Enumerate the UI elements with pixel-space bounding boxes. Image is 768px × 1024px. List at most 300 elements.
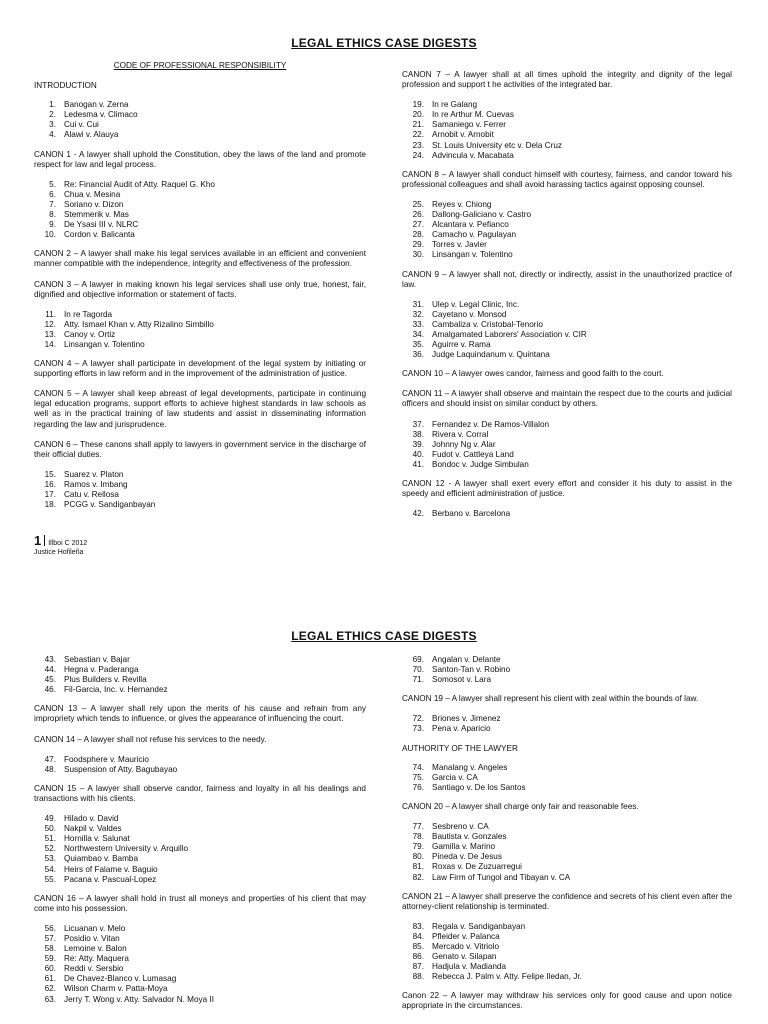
case-name: Regala v. Sandiganbayan xyxy=(432,921,526,931)
case-name: Rebecca J. Palm v. Atty. Felipe Iledan, Jr. xyxy=(432,972,582,982)
case-name: Somosot v. Lara xyxy=(432,675,492,685)
case-list xyxy=(34,180,366,241)
case-item xyxy=(402,300,732,310)
case-name: Fernandez v. De Ramos-Villalon xyxy=(432,419,550,429)
case-item xyxy=(34,755,366,765)
case-name: Linsangan v. Tolentino xyxy=(432,250,513,260)
case-number: 41. xyxy=(412,459,424,469)
case-name: Cambaliza v. Cristobal-Tenorio xyxy=(432,319,543,329)
case-list xyxy=(34,655,366,695)
case-number: 45. xyxy=(44,675,56,685)
case-name: Licuanan v. Melo xyxy=(64,923,126,933)
case-item xyxy=(34,844,366,854)
case-list xyxy=(402,763,732,793)
left-column xyxy=(34,61,366,519)
case-name: De Chavez-Blanco v. Lumasag xyxy=(64,974,177,984)
case-item xyxy=(34,964,366,974)
case-name: Banogan v. Zerna xyxy=(64,100,129,110)
case-number: 73. xyxy=(412,724,424,734)
case-number: 1. xyxy=(49,100,56,110)
case-number: 27. xyxy=(412,220,424,230)
case-name: Hilado v. David xyxy=(64,814,119,824)
case-number: 2. xyxy=(49,110,56,120)
case-name: Briones v. Jimenez xyxy=(432,714,501,724)
case-number: 39. xyxy=(412,439,424,449)
case-name: Atty. Ismael Khan v. Atty Rizalino Simbillo xyxy=(64,319,214,329)
case-number: 81. xyxy=(412,862,424,872)
case-name: Hegna v. Paderanga xyxy=(64,665,139,675)
case-number: 82. xyxy=(412,872,424,882)
case-item xyxy=(34,665,366,675)
case-name: Lemoine v. Balon xyxy=(64,944,127,954)
case-item xyxy=(402,972,732,982)
case-name: Pacana v. Pascual-Lopez xyxy=(64,874,157,884)
case-item xyxy=(34,865,366,875)
case-number: 47. xyxy=(44,754,56,764)
case-list xyxy=(402,200,732,261)
case-name: Pena v. Aparicio xyxy=(432,724,491,734)
case-name: Genato v. Silapan xyxy=(432,952,497,962)
case-number: 23. xyxy=(412,140,424,150)
case-item xyxy=(34,875,366,885)
case-name: Ledesma v. Climaco xyxy=(64,110,138,120)
case-item xyxy=(34,490,366,500)
section-heading: INTRODUCTION xyxy=(34,81,97,91)
case-list xyxy=(402,822,732,883)
case-number: 87. xyxy=(412,962,424,972)
case-name: Alawi v. Alauya xyxy=(64,130,119,140)
case-name: De Ysasi III v. NLRC xyxy=(64,220,139,230)
case-name: Arnobit v. Arnobit xyxy=(432,130,494,140)
case-number: 33. xyxy=(412,319,424,329)
case-item xyxy=(402,430,732,440)
case-name: Gamilla v. Marino xyxy=(432,842,496,852)
case-name: Linsangan v. Tolentino xyxy=(64,339,145,349)
case-list xyxy=(402,300,732,361)
case-item xyxy=(402,120,732,130)
case-item xyxy=(34,675,366,685)
canon-text: CANON 7 – A lawyer shall at all times uphold the integrity and dignity of the legal profession and support t he activities of the integrated bar. xyxy=(402,70,732,90)
case-name: Nakpil v. Valdes xyxy=(64,824,122,834)
case-item xyxy=(34,655,366,665)
case-number: 19. xyxy=(412,100,424,110)
case-item xyxy=(402,962,732,972)
case-name: Cordon v. Balicanta xyxy=(64,230,135,240)
case-name: Reyes v. Chiong xyxy=(432,199,492,209)
case-name: Johnny Ng v. Alar xyxy=(432,439,496,449)
case-item xyxy=(34,130,366,140)
case-number: 69. xyxy=(412,655,424,664)
case-number: 62. xyxy=(44,984,56,994)
case-name: Quiambao v. Bamba xyxy=(64,854,139,864)
canon-text: CANON 13 – A lawyer shall rely upon the merits of his cause and refrain from any impropriety which tends to influence, or gives the appearance of influencing the court. xyxy=(34,704,366,724)
case-number: 29. xyxy=(412,240,424,250)
case-number: 63. xyxy=(44,994,56,1004)
case-name: Wilson Charm v. Patta-Moya xyxy=(64,984,168,994)
case-number: 75. xyxy=(412,772,424,782)
case-item xyxy=(34,470,366,480)
page-title: LEGAL ETHICS CASE DIGESTS xyxy=(291,36,477,50)
case-item xyxy=(402,310,732,320)
case-item xyxy=(402,922,732,932)
case-item xyxy=(402,832,732,842)
case-item xyxy=(402,655,732,665)
case-item xyxy=(402,110,732,120)
case-name: Sebastian v. Bajar xyxy=(64,655,130,664)
case-number: 48. xyxy=(44,764,56,774)
case-name: Mercado v. Vitriolo xyxy=(432,941,500,951)
case-number: 14. xyxy=(44,339,56,349)
canon-text: CANON 14 – A lawyer shall not refuse his services to the needy. xyxy=(34,734,267,744)
case-name: Posidio v. Vitan xyxy=(64,933,120,943)
case-list xyxy=(402,509,732,519)
case-item xyxy=(402,141,732,151)
case-name: Rivera v. Corral xyxy=(432,429,489,439)
case-name: In re Tagorda xyxy=(64,309,113,319)
case-number: 72. xyxy=(412,714,424,724)
case-name: PCGG v. Sandiganbayan xyxy=(64,500,156,510)
case-number: 37. xyxy=(412,419,424,429)
case-number: 11. xyxy=(45,309,56,319)
section-title: CODE OF PROFESSIONAL RESPONSIBILITY xyxy=(113,61,287,70)
case-number: 70. xyxy=(412,665,424,675)
case-name: Plus Builders v. Revilla xyxy=(64,675,147,685)
case-item xyxy=(34,330,366,340)
case-list xyxy=(402,100,732,161)
case-number: 36. xyxy=(412,350,424,360)
case-item xyxy=(402,450,732,460)
case-name: Foodsphere v. Mauricio xyxy=(64,754,149,764)
case-item xyxy=(34,230,366,240)
case-number: 30. xyxy=(412,250,424,260)
case-number: 42. xyxy=(412,509,424,519)
case-name: Cui v. Cui xyxy=(64,120,99,130)
case-item xyxy=(402,842,732,852)
case-list xyxy=(402,655,732,685)
case-item xyxy=(34,210,366,220)
case-number: 86. xyxy=(412,952,424,962)
case-item xyxy=(34,480,366,490)
case-item xyxy=(402,675,732,685)
case-name: Bondoc v. Judge Simbulan xyxy=(432,459,529,469)
footer-professor: Justice Hofileña xyxy=(34,549,84,556)
canon-text: CANON 4 – A lawyer shall participate in development of the legal system by initiating or supporting efforts in law reform and in the improvement of the administration of justice. xyxy=(34,359,366,379)
case-item xyxy=(402,440,732,450)
case-item xyxy=(34,340,366,350)
case-item xyxy=(402,509,732,519)
case-item xyxy=(34,824,366,834)
case-name: Camacho v. Pagulayan xyxy=(432,230,517,240)
case-name: Jerry T. Wong v. Atty. Salvador N. Moya II xyxy=(64,994,215,1004)
canon-text: CANON 8 – A lawyer shall conduct himself with courtesy, fairness, and candor toward his professional colleagues and shall avoid harassing tactics against opposing counsel. xyxy=(402,169,732,189)
case-number: 85. xyxy=(412,941,424,951)
case-number: 78. xyxy=(412,832,424,842)
case-name: Heirs of Falame v. Baguio xyxy=(64,864,158,874)
case-list xyxy=(34,100,366,140)
canon-text: CANON 10 – A lawyer owes candor, fairness and good faith to the court. xyxy=(402,369,664,379)
case-name: Samaniego v. Ferrer xyxy=(432,120,507,130)
case-number: 15. xyxy=(44,469,56,479)
canon-text: CANON 2 – A lawyer shall make his legal services available in an efficient and convenient manner compatible with the independence, integrity and effectiveness of the profession. xyxy=(34,249,366,269)
case-number: 58. xyxy=(44,944,56,954)
case-item xyxy=(402,873,732,883)
case-name: Santiago v. De los Santos xyxy=(432,782,526,792)
canon-text: CANON 1 - A lawyer shall uphold the Constitution, obey the laws of the land and promote respect for law and legal process. xyxy=(34,149,366,169)
case-number: 9. xyxy=(49,220,56,230)
case-item xyxy=(402,210,732,220)
case-name: Northwestern University v. Arquillo xyxy=(64,844,189,854)
case-item xyxy=(34,944,366,954)
case-list xyxy=(402,714,732,734)
section-heading: AUTHORITY OF THE LAWYER xyxy=(402,743,518,753)
case-name: Fudot v. Cattleya Land xyxy=(432,449,514,459)
case-list xyxy=(34,755,366,775)
case-item xyxy=(34,110,366,120)
case-number: 88. xyxy=(412,972,424,982)
case-name: Torres v. Javier xyxy=(432,240,487,250)
canon-text: CANON 5 – A lawyer shall keep abreast of legal developments, participate in continuing legal education programs, support efforts to achieve highest standards in law schools as well as in the practical training of law students and assist in disseminating information regarding the law and jurisprudence. xyxy=(34,389,366,429)
case-number: 74. xyxy=(412,762,424,772)
case-number: 20. xyxy=(412,110,424,120)
canon-text: CANON 15 – A lawyer shall observe candor, fairness and loyalty in all his dealings and transactions with his clients. xyxy=(34,783,366,803)
case-name: Ramos v. Imbang xyxy=(64,479,128,489)
case-number: 6. xyxy=(49,189,56,199)
case-item xyxy=(402,460,732,470)
case-number: 25. xyxy=(412,199,424,209)
case-number: 24. xyxy=(412,150,424,160)
case-number: 5. xyxy=(49,179,56,189)
canon-text: CANON 20 – A lawyer shall charge only fair and reasonable fees. xyxy=(402,801,639,811)
case-number: 54. xyxy=(44,864,56,874)
case-item xyxy=(402,340,732,350)
case-name: Dallong-Galiciano v. Castro xyxy=(432,210,532,220)
case-item xyxy=(402,952,732,962)
case-item xyxy=(402,862,732,872)
case-item xyxy=(34,120,366,130)
case-name: Fil-Garcia, Inc. v. Hernandez xyxy=(64,685,168,695)
case-item xyxy=(34,854,366,864)
case-number: 31. xyxy=(412,299,424,309)
case-number: 38. xyxy=(412,429,424,439)
case-number: 26. xyxy=(412,210,424,220)
case-number: 12. xyxy=(44,319,56,329)
case-number: 51. xyxy=(44,834,56,844)
case-name: Alcantara v. Pefianco xyxy=(432,220,509,230)
canon-text: Canon 22 – A lawyer may withdraw his services only for good cause and upon notice appropriate in the circumstances. xyxy=(402,991,732,1011)
case-item xyxy=(34,500,366,510)
case-number: 40. xyxy=(412,449,424,459)
case-item xyxy=(34,934,366,944)
case-number: 79. xyxy=(412,842,424,852)
case-number: 8. xyxy=(49,210,56,220)
case-number: 60. xyxy=(44,964,56,974)
case-number: 84. xyxy=(412,931,424,941)
case-item xyxy=(402,763,732,773)
case-item xyxy=(402,773,732,783)
case-number: 22. xyxy=(412,130,424,140)
case-number: 18. xyxy=(44,500,56,510)
case-list xyxy=(402,420,732,470)
case-item xyxy=(402,942,732,952)
case-item xyxy=(34,974,366,984)
case-name: Garcia v. CA xyxy=(432,772,478,782)
case-item xyxy=(34,954,366,964)
case-name: Bautista v. Gonzales xyxy=(432,832,507,842)
case-item xyxy=(402,250,732,260)
case-name: Pineda v. De Jesus xyxy=(432,852,502,862)
case-number: 71. xyxy=(412,675,424,685)
case-number: 34. xyxy=(412,329,424,339)
case-item xyxy=(402,330,732,340)
case-name: Law Firm of Tungol and Tibayan v. CA xyxy=(432,872,571,882)
case-list xyxy=(402,922,732,983)
case-item xyxy=(402,852,732,862)
case-number: 13. xyxy=(44,329,56,339)
case-item xyxy=(34,100,366,110)
case-item xyxy=(402,220,732,230)
case-number: 61. xyxy=(44,974,56,984)
case-item xyxy=(402,724,732,734)
case-name: Aguirre v. Rama xyxy=(432,340,491,350)
case-number: 50. xyxy=(44,824,56,834)
case-item xyxy=(34,834,366,844)
case-name: Berbano v. Barcelona xyxy=(432,509,511,519)
case-item xyxy=(34,995,366,1005)
case-list xyxy=(34,924,366,1005)
case-name: Hadjula v. Madianda xyxy=(432,962,507,972)
case-name: Catu v. Rellosa xyxy=(64,490,119,499)
case-list xyxy=(34,470,366,510)
case-name: In re Galang xyxy=(432,100,478,110)
case-number: 7. xyxy=(49,199,56,209)
case-number: 4. xyxy=(49,130,56,140)
case-name: Canoy v. Ortiz xyxy=(64,329,116,339)
case-name: In re Arthur M. Cuevas xyxy=(432,110,514,120)
case-number: 46. xyxy=(44,685,56,695)
right-column xyxy=(402,655,732,1022)
case-item xyxy=(402,100,732,110)
left-column xyxy=(34,655,366,1014)
case-item xyxy=(34,814,366,824)
case-name: Chua v. Mesina xyxy=(64,189,121,199)
case-number: 16. xyxy=(44,479,56,489)
case-item xyxy=(34,190,366,200)
case-item xyxy=(34,924,366,934)
case-name: Manalang v. Angeles xyxy=(432,762,508,772)
case-list xyxy=(34,814,366,885)
case-name: Pfleider v. Palanca xyxy=(432,931,500,941)
case-list xyxy=(34,310,366,350)
case-item xyxy=(402,665,732,675)
page-footer xyxy=(34,535,87,557)
canon-text: CANON 11 – A lawyer shall observe and maintain the respect due to the courts and judicial officers and should insist on similar conduct by others. xyxy=(402,389,732,409)
case-number: 32. xyxy=(412,309,424,319)
canon-text: CANON 21 – A lawyer shall preserve the confidence and secrets of his client even after the attorney-client relationship is terminated. xyxy=(402,891,732,911)
case-item xyxy=(402,420,732,430)
case-name: Re: Atty. Maquera xyxy=(64,954,129,964)
case-name: Angalan v. Delante xyxy=(432,655,501,664)
case-number: 3. xyxy=(49,120,56,130)
case-item xyxy=(402,822,732,832)
case-item xyxy=(34,320,366,330)
case-name: St. Louis University etc v. Dela Cruz xyxy=(432,140,562,150)
footer-author: Illboi C 2012 xyxy=(48,540,88,547)
case-number: 21. xyxy=(412,120,424,130)
case-item xyxy=(402,200,732,210)
case-name: Amalgamated Laborers' Association v. CIR xyxy=(432,329,587,339)
case-item xyxy=(34,685,366,695)
canon-text: CANON 9 – A lawyer shall not, directly or indirectly, assist in the unauthorized practice of law. xyxy=(402,269,732,289)
case-number: 80. xyxy=(412,852,424,862)
case-item xyxy=(34,984,366,994)
case-number: 59. xyxy=(44,954,56,964)
case-item xyxy=(402,783,732,793)
case-number: 10. xyxy=(44,230,56,240)
case-item xyxy=(402,320,732,330)
page-number: 1 xyxy=(34,533,42,548)
case-name: Re: Financial Audit of Atty. Raquel G. Kho xyxy=(64,179,215,189)
case-item xyxy=(402,714,732,724)
canon-text: CANON 6 – These canons shall apply to lawyers in government service in the discharge of their official duties. xyxy=(34,439,366,459)
case-item xyxy=(402,230,732,240)
case-item xyxy=(402,130,732,140)
right-column xyxy=(402,70,732,528)
case-number: 57. xyxy=(44,933,56,943)
case-number: 77. xyxy=(412,822,424,832)
case-item xyxy=(402,932,732,942)
case-name: Stemmerik v. Mas xyxy=(64,210,129,220)
case-number: 83. xyxy=(412,921,424,931)
document-page-2 xyxy=(0,590,768,1024)
case-name: Santon-Tan v. Robino xyxy=(432,665,511,675)
case-name: Suspension of Atty. Bagubayao xyxy=(64,764,178,774)
footer-divider xyxy=(44,535,45,546)
case-number: 49. xyxy=(44,814,56,824)
case-name: Judge Laquindanum v. Quintana xyxy=(432,350,550,360)
canon-text: CANON 19 – A lawyer shall represent his client with zeal within the bounds of law. xyxy=(402,694,699,704)
case-item xyxy=(402,350,732,360)
canon-text: CANON 16 – A lawyer shall hold in trust all moneys and properties of his client that may come into his possession. xyxy=(34,893,366,913)
case-number: 43. xyxy=(44,655,56,664)
case-item xyxy=(34,180,366,190)
canon-text: CANON 3 – A lawyer in making known his legal services shall use only true, honest, fair, dignified and objective information or statement of facts. xyxy=(34,279,366,299)
case-number: 44. xyxy=(44,665,56,675)
case-number: 53. xyxy=(44,854,56,864)
case-name: Suarez v. Platon xyxy=(64,469,124,479)
case-item xyxy=(402,240,732,250)
canon-text: CANON 12 - A lawyer shall exert every effort and consider it his duty to assist in the speedy and efficient administration of justice. xyxy=(402,479,732,499)
case-name: Soriano v. Dizon xyxy=(64,199,124,209)
case-item xyxy=(34,765,366,775)
case-item xyxy=(34,220,366,230)
case-number: 17. xyxy=(44,490,56,499)
page-title: LEGAL ETHICS CASE DIGESTS xyxy=(291,629,477,643)
case-name: Roxas v. De Zuzuarregui xyxy=(432,862,522,872)
case-number: 52. xyxy=(44,844,56,854)
case-item xyxy=(34,200,366,210)
case-number: 28. xyxy=(412,230,424,240)
case-item xyxy=(402,151,732,161)
case-name: Sesbreno v. CA xyxy=(432,822,489,832)
case-name: Cayetano v. Monsod xyxy=(432,309,507,319)
case-name: Ulep v. Legal Clinic, Inc. xyxy=(432,299,520,309)
case-name: Advincula v. Macabata xyxy=(432,150,514,160)
case-number: 55. xyxy=(44,874,56,884)
case-name: Reddi v. Sersbio xyxy=(64,964,124,974)
case-number: 35. xyxy=(412,340,424,350)
case-item xyxy=(34,310,366,320)
case-name: Hornilla v. Salunat xyxy=(64,834,130,844)
